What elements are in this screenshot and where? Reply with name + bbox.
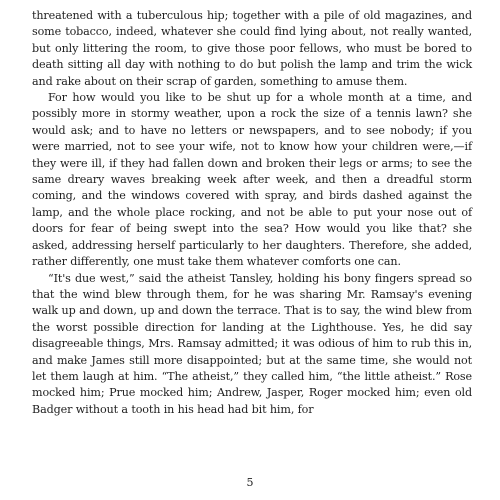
- body-text: [32, 8, 472, 418]
- paragraph-3: “It's due west,” said the atheist Tansley, holding his bony fingers spread so that the wind blew through them, for he was sharing Mr. Ramsay's evening walk up and down, up and down the terrace. That is to say, the wind blew from the worst possible direction for landing at the Lighthouse. Yes, he did say disagreeable things, Mrs. Ramsay admitted; it was odious of him to rub this in, and make James still more disappointed; but at the same time, she would not let them laugh at him. “The atheist,” they called him, “the little atheist.” Rose mocked him; Prue mocked him; Andrew, Jasper, Roger mocked him; even old Badger without a tooth in his head had bit him, for: [32, 271, 472, 416]
- page-number: 5: [246, 476, 254, 489]
- paragraph-1: threatened with a tuberculous hip; together with a pile of old magazines, and some tobacco, indeed, whatever she could find lying about, not really wanted, but only littering the room, to give those poor fellows, who must be bored to death sitting all day with nothing to do but polish the lamp and trim the wick and rake about on their scrap of garden, something to amuse them.: [32, 9, 472, 88]
- paragraph-2: For how would you like to be shut up for a whole month at a time, and possibly more in stormy weather, upon a rock the size of a tennis lawn? she would ask; and to have no letters or newspapers, and to see nobody; if you were married, not to see your wife, not to know how your children were,—if they were ill, if they had fallen down and broken their legs or arms; to see the same dreary waves breaking week after week, and then a dreadful storm coming, and the windows covered with spray, and birds dashed against the lamp, and the whole place rocking, and not be able to put your nose out of doors for fear of being swept into the sea? How would you like that? she asked, addressing herself particularly to her daughters. Therefore, she added, rather differently, one must take them whatever comforts one can.: [32, 91, 472, 269]
